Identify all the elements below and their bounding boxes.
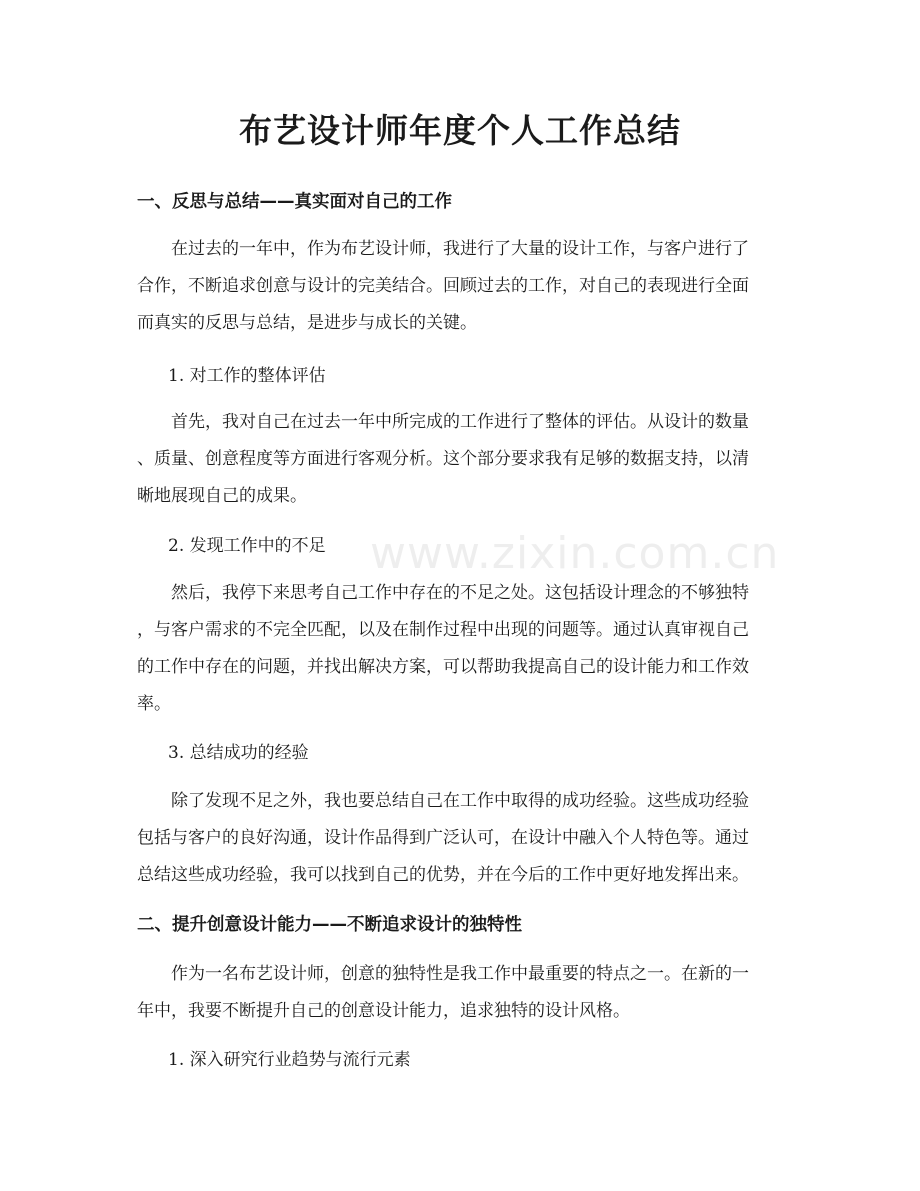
paragraph-line: 的工作中存在的问题，并找出解决方案，可以帮助我提高自己的设计能力和工作效: [137, 657, 749, 677]
paragraph-line: 包括与客户的良好沟通，设计作品得到广泛认可，在设计中融入个人特色等。通过: [137, 828, 749, 848]
subsection-label: 3. 总结成功的经验: [168, 743, 309, 763]
watermark: www.zixin.com.cn: [370, 528, 780, 579]
subsection-label: 1. 深入研究行业趋势与流行元素: [168, 1050, 411, 1070]
paragraph-line: 在过去的一年中，作为布艺设计师，我进行了大量的设计工作，与客户进行了: [171, 239, 749, 259]
paragraph-line: 作为一名布艺设计师，创意的独特性是我工作中最重要的特点之一。在新的一: [171, 964, 749, 984]
subsection-label: 1. 对工作的整体评估: [168, 366, 326, 386]
section-heading: 一、反思与总结——真实面对自己的工作: [137, 192, 452, 212]
paragraph: [137, 956, 787, 1030]
paragraph-line: ，与客户需求的不完全匹配，以及在制作过程中出现的问题等。通过认真审视自己: [137, 620, 749, 640]
paragraph-line: 合作，不断追求创意与设计的完美结合。回顾过去的工作，对自己的表现进行全面: [137, 276, 749, 296]
subsection-label: 2. 发现工作中的不足: [168, 536, 326, 556]
paragraph-line: 首先，我对自己在过去一年中所完成的工作进行了整体的评估。从设计的数量: [171, 412, 749, 432]
document-title: 布艺设计师年度个人工作总结: [239, 111, 681, 150]
paragraph-line: 而真实的反思与总结，是进步与成长的关键。: [137, 313, 477, 333]
paragraph-line: 、质量、创意程度等方面进行客观分析。这个部分要求我有足够的数据支持，以清: [137, 449, 749, 469]
paragraph-line: 率。: [137, 694, 171, 714]
paragraph-line: 除了发现不足之外，我也要总结自己在工作中取得的成功经验。这些成功经验: [171, 791, 749, 811]
paragraph: [137, 404, 787, 515]
paragraph: [137, 783, 787, 894]
paragraph-line: 总结这些成功经验，我可以找到自己的优势，并在今后的工作中更好地发挥出来。: [137, 865, 749, 885]
paragraph: [137, 575, 787, 723]
paragraph: [137, 231, 787, 342]
paragraph-line: 然后，我停下来思考自己工作中存在的不足之处。这包括设计理念的不够独特: [171, 583, 749, 603]
paragraph-line: 晰地展现自己的成果。: [137, 486, 307, 506]
section-heading: 二、提升创意设计能力——不断追求设计的独特性: [137, 915, 522, 935]
paragraph-line: 年中，我要不断提升自己的创意设计能力，追求独特的设计风格。: [137, 1001, 630, 1021]
